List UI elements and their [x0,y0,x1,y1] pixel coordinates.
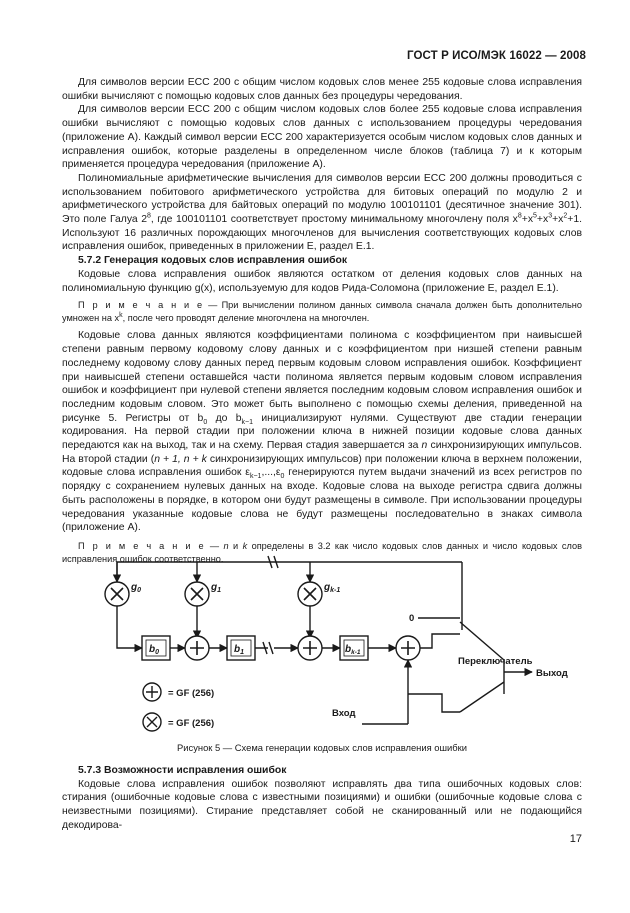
switch-arm [460,682,504,712]
gk-label: $g_{k-1}$ [324,582,341,594]
paragraph: Для символов версии ЕСС 200 с общим числом кодовых слов менее 255 кодовые слова исправления ошибки вычисляют с помощью кодовых слов данных без процедуры чередования. [62,77,582,102]
note: П р и м е ч а н и е — n и k определены в 3.2 как число кодовых слов данных и число кодовых слов исправления ошибок соответственно. [62,540,582,564]
page-header: ГОСТ Р ИСО/МЭК 16022 — 2008 [407,50,586,62]
legend-adder-label: = GF (256) [168,688,215,699]
output-label: Выход [536,668,568,679]
section-title: 5.7.3 Возможности исправления ошибок [78,765,287,776]
paragraph: Кодовые слова исправления ошибок являются остатком от деления кодовых слов данных на полиномиальную функцию g(x), используемую для кодов Рида-Соломона (приложение Е, раздел Е.1). [62,268,582,294]
legend-multiplier-label: = GF (256) [168,718,215,729]
g0-label: $g_0$ [131,582,142,594]
switch-arm [460,622,504,660]
paragraph: Кодовые слова исправления ошибок позволяют исправлять два типа ошибочных кодовых слов: стирания (ошибочные кодовые слова с известными позициями) и ошибки (ошибочные кодовые слова с неизвестными позициями). Стирание представляет собой не сканированный или не подающийся декодирова- [62,778,582,831]
input-label: Вход [332,708,356,719]
bk-label: $b_{k-1}$ [345,644,361,656]
encoder-circuit-diagram [62,548,582,738]
section-title: 5.7.2 Генерация кодовых слов исправления ошибок [78,255,348,267]
paragraph: Для символов версии ЕСС 200 с общим числом кодовых слов более 255 кодовые слова исправления ошибки вычисляют с помощью кодовых слов данных с использованием процедуры чередования (приложение А). Каждый символ версии ЕСС 200 характеризуется особым числом кодовых слов данных и исправления ошибок, которые разделены в определенном числе блоков (таблица 7) и к которым применяется процедура чередования (приложение А). [62,104,582,171]
section-573 [62,764,582,833]
g1-label: $g_1$ [211,582,222,594]
page-number: 17 [569,833,582,845]
switch-label: Переключатель [458,656,533,667]
b1-label: $b_1$ [234,644,245,656]
zero-label: 0 [409,613,415,624]
paragraph: Кодовые слова данных являются коэффициентами полинома с коэффициентом при наивысшей степени равным первому кодовому слову данных и с коэффициентом при низшей степени равным последнему кодовому слову данных перед первым кодовым словом исправления ошибок. Коэффициент при наивысшей степени оставшейся части полинома является первым кодовым словом исправления ошибок и коэффициент при нулевой степени является последним кодовым словом исправления ошибок и последним кодовым словом. Это может быть выполнено с помощью схемы деления, приведенной на рисунке 5. Регистры от $b_0$ до $b_{k-1}$ инициализируют нулями. Существуют две стадии генерации кодирования. На первой стадии при положении ключа в нижней позиции кодовые слова данных передаются как на выход, так и на схему. Первая стадия завершается за n синхронизирующих импульсов. На второй стадии (n + 1, n + k синхронизирующих импульсов) при положении ключа в верхнем положении, кодовые слова исправления ошибок $\varepsilon_{k-1},...,\varepsilon_0$ генерируются путем выдачи значений из всех регистров по порядку с сохранением нулевых данных на входе. Кодовые слова на выходе регистра сдвига должны быть расположены в порядке, в котором они будут размещены в символе. При использовании процедуры чередования указанные кодовые слова не будут размещены последовательно в знаках символа (приложение А). [62,330,583,534]
figure-caption: Рисунок 5 — Схема генерации кодовых слов исправления ошибки [177,742,467,753]
note: П р и м е ч а н и е — При вычислении полином данных символа сначала должен быть дополнительно умножен на $x^k$, после чего проводят деление многочлена на многочлен. [62,300,582,323]
paragraph: Полиномиальные арифметические вычисления для символов версии ЕСС 200 должны проводиться с использованием побитового арифметического устройства для битовых операций по модулю 2 и арифметического устройства для байтовых операций по модулю 100101101 (десятичное значение 301). Это поле Галуа $2^8$, где 100101101 соответствует простому минимальному многочлену поля $x^8+x^5+x^3+x^2+1$. Используют 16 различных порождающих многочленов для вычисления соответствующих кодовых слов исправления ошибок, приведенных в приложении Е, раздел Е.1. [62,172,582,253]
b0-label: $b_0$ [149,644,160,656]
main-text [62,76,582,570]
feedback-line [117,562,462,594]
